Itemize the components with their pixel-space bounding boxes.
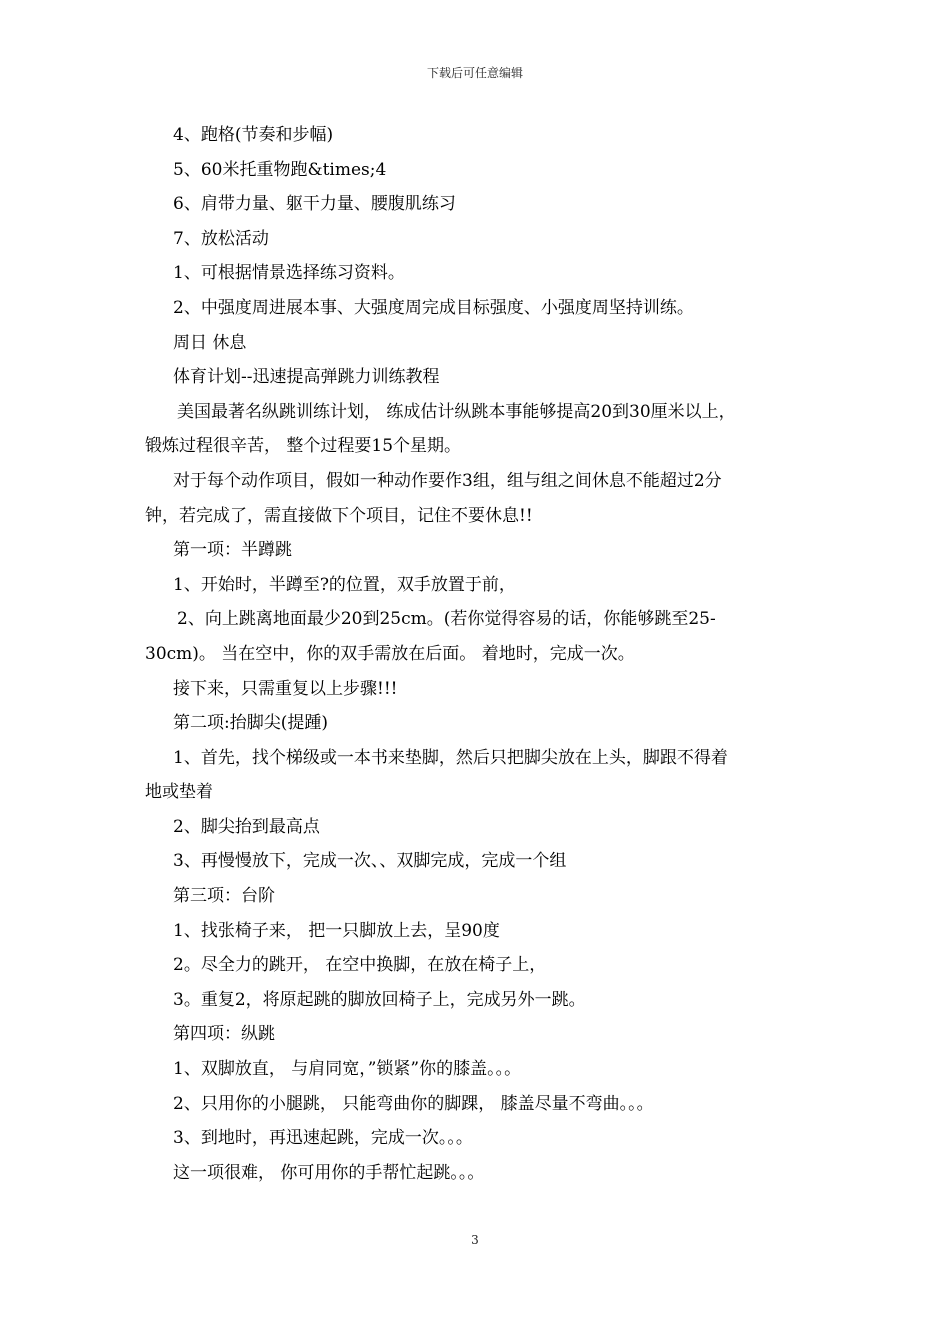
text-line: 3、到地时，再迅速起跳，完成一次。。。: [173, 1128, 473, 1149]
text-line: 5、60米托重物跑&times;4: [173, 159, 387, 180]
text-line: 第四项：纵跳: [173, 1024, 275, 1045]
text-line: 钟，若完成了，需直接做下个项目，记住不要休息!!: [145, 505, 533, 526]
text-line: 美国最著名纵跳训练计划， 练成估计纵跳本事能够提高20到30厘米以上，: [177, 401, 736, 422]
text-line: 3、再慢慢放下，完成一次、、双脚完成，完成一个组: [173, 851, 567, 872]
text-line: 6、肩带力量、躯干力量、腰腹肌练习: [173, 194, 456, 215]
text-line: 周日 休息: [173, 332, 247, 353]
text-line: 1、双脚放直， 与肩同宽，”锁紧”你的膝盖。。。: [173, 1059, 522, 1080]
text-line: 2、只用你的小腿跳， 只能弯曲你的脚踝， 膝盖尽量不弯曲。。。: [173, 1093, 654, 1114]
text-line: 2、向上跳离地面最少20到25cm。(若你觉得容易的话，你能够跳至25-: [177, 609, 716, 630]
page-number: 3: [471, 1233, 479, 1247]
text-line: 1、可根据情景选择练习资料。: [173, 263, 405, 284]
text-line: 第三项：台阶: [173, 886, 275, 907]
text-line: 2。尽全力的跳开， 在空中换脚，在放在椅子上，: [173, 955, 547, 976]
text-line: 体育计划--迅速提高弹跳力训练教程: [173, 367, 440, 388]
text-line: 这一项很难， 你可用你的手帮忙起跳。。。: [173, 1162, 485, 1183]
text-line: 4、跑格(节奏和步幅): [173, 125, 334, 145]
text-line: 接下来，只需重复以上步骤!!!: [173, 678, 398, 699]
text-line: 1、找张椅子来， 把一只脚放上去，呈90度: [173, 920, 500, 941]
text-line: 1、首先，找个梯级或一本书来垫脚，然后只把脚尖放在上头，脚跟不得着: [173, 747, 728, 768]
text-line: 2、脚尖抬到最高点: [173, 816, 320, 837]
text-line: 第一项：半蹲跳: [173, 540, 292, 561]
text-line: 对于每个动作项目，假如一种动作要作3组，组与组之间休息不能超过2分: [173, 470, 722, 491]
text-line: 锻炼过程很辛苦， 整个过程要15个星期。: [145, 436, 462, 457]
document-body: [145, 118, 817, 1190]
text-line: 7、放松活动: [173, 228, 269, 249]
text-line: 第二项:抬脚尖(提踵): [173, 713, 328, 734]
text-line: 地或垫着: [145, 782, 213, 803]
text-line: 2、中强度周进展本事、大强度周完成目标强度、小强度周坚持训练。: [173, 297, 694, 318]
text-line: 1、开始时，半蹲至?的位置，双手放置于前，: [173, 574, 516, 595]
text-line: 30cm)。 当在空中，你的双手需放在后面。 着地时，完成一次。: [145, 643, 635, 664]
text-line: 3。重复2，将原起跳的脚放回椅子上，完成另外一跳。: [173, 989, 586, 1010]
page-header: 下载后可任意编辑: [426, 66, 523, 80]
